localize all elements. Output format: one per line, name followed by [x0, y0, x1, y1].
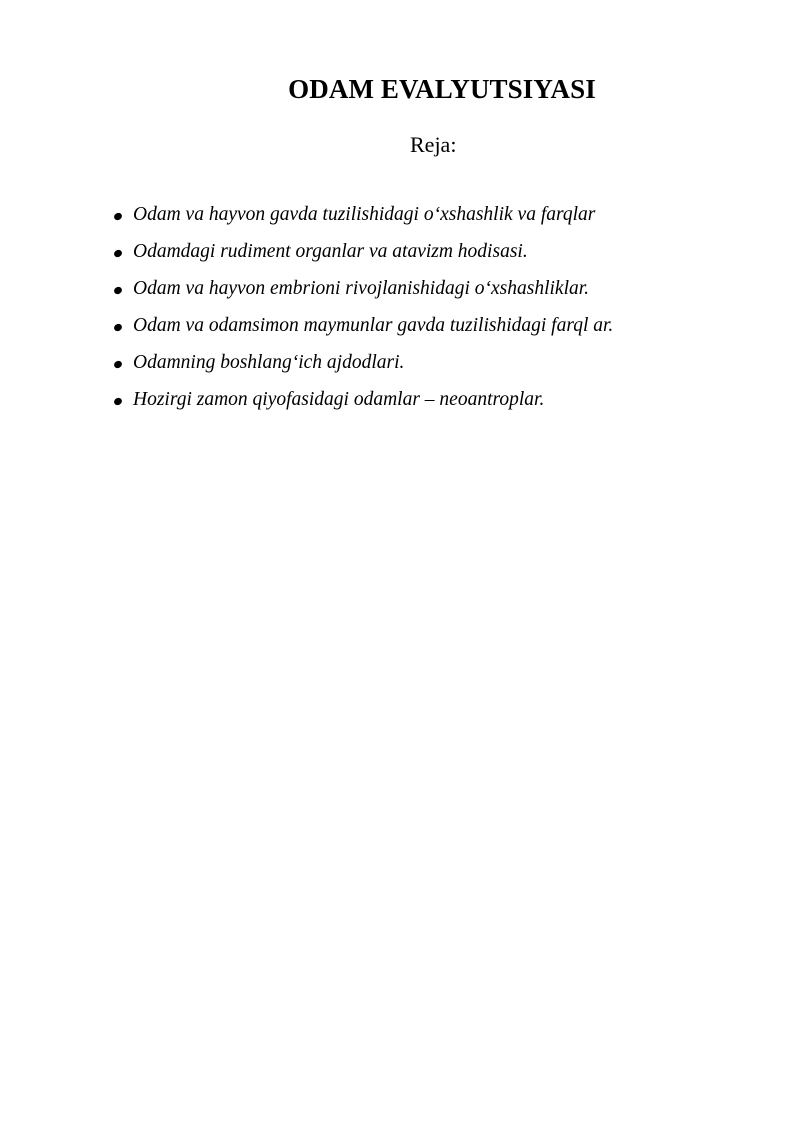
plan-item-text: Odamdagi rudiment organlar va atavizm hodisasi.: [133, 240, 528, 262]
bullet-dot-icon: [113, 322, 123, 332]
document-title: ODAM EVALYUTSIYASI: [288, 74, 596, 104]
plan-item-text: Odam va hayvon gavda tuzilishidagi o‘xshashlik va farqlar: [133, 203, 596, 225]
plan-list-item: [114, 196, 613, 233]
plan-list-item: [114, 233, 613, 270]
plan-item-text: Odam va hayvon embrioni rivojlanishidagi o‘xshashliklar.: [133, 277, 590, 299]
plan-item-text: Odamning boshlang‘ich ajdodlari.: [133, 351, 405, 373]
plan-item-text: Hozirgi zamon qiyofasidagi odamlar – neoantroplar.: [133, 388, 545, 410]
plan-list: [114, 196, 613, 418]
plan-heading: Reja:: [410, 132, 457, 157]
plan-list-item: [114, 381, 613, 418]
bullet-dot-icon: [113, 248, 123, 258]
plan-list-item: [114, 270, 613, 307]
bullet-dot-icon: [113, 359, 123, 369]
plan-list-item: [114, 307, 613, 344]
bullet-dot-icon: [113, 396, 123, 406]
plan-list-item: [114, 344, 613, 381]
bullet-dot-icon: [113, 211, 123, 221]
plan-item-text: Odam va odamsimon maymunlar gavda tuzilishidagi farql ar.: [133, 314, 614, 336]
bullet-dot-icon: [113, 285, 123, 295]
